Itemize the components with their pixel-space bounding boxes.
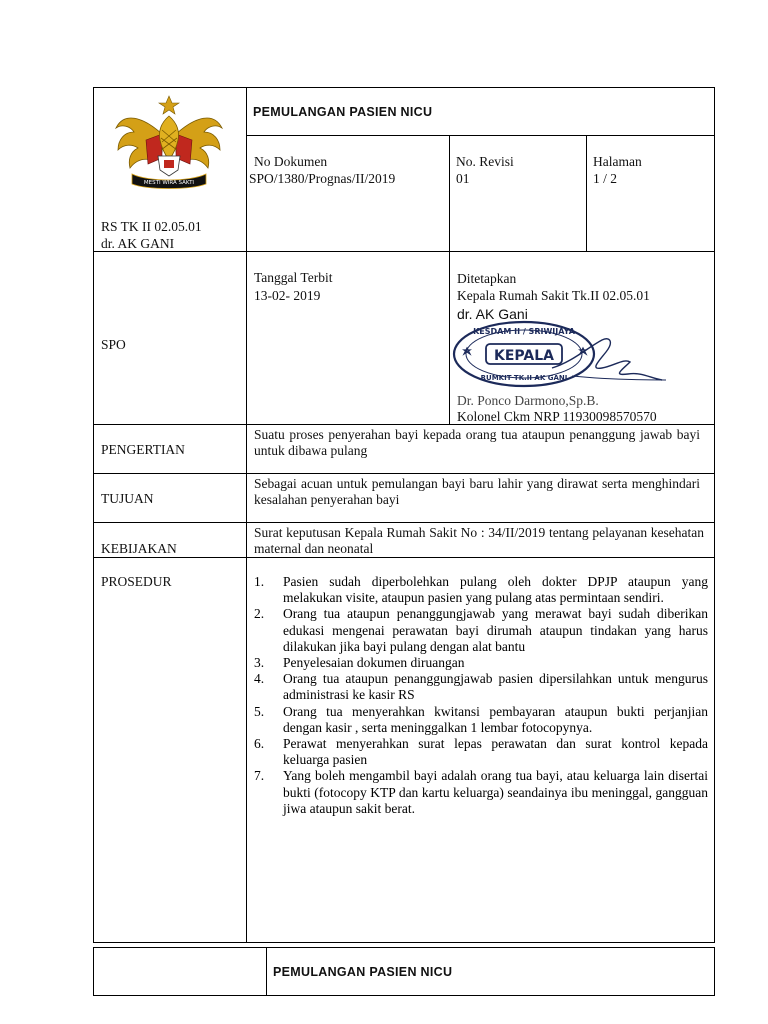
no-revisi-label: No. Revisi (456, 154, 514, 169)
footer-document-title: PEMULANGAN PASIEN NICU (273, 965, 453, 979)
halaman-value: 1 / 2 (593, 171, 618, 186)
list-item: 4. Orang tua ataupun penanggungjawab pasien dipersilahkan untuk mengurus administrasi ke kasir RS (254, 671, 708, 703)
list-item: 6. Perawat menyerahkan surat lepas perawatan dan surat kontrol kepada keluarga pasien (254, 736, 708, 768)
signatory-rank: Kolonel Ckm NRP 11930098570570 (457, 409, 657, 424)
hospital-name-line-2: dr. AK GANI (101, 236, 175, 251)
tanggal-terbit-label: Tanggal Terbit (254, 270, 333, 285)
document-title: PEMULANGAN PASIEN NICU (253, 105, 433, 119)
halaman-label: Halaman (593, 154, 642, 169)
no-dokumen-label: No Dokumen (254, 154, 328, 169)
stamp-icon (452, 318, 672, 398)
pengertian-text: Suatu proses penyerahan bayi kepada orang tua ataupun penanggung jawab bayi untuk dibawa pulang (254, 427, 700, 458)
list-item: 1. Pasien sudah diperbolehkan pulang oleh dokter DPJP ataupun yang melakukan visite, ataupun pasien yang pulang atas permintaan sendiri. (254, 574, 708, 606)
spo-label: SPO (101, 337, 126, 352)
prosedur-list (254, 574, 708, 817)
kebijakan-label: KEBIJAKAN (101, 541, 177, 556)
official-stamp (452, 318, 672, 398)
signatory-name: Dr. Ponco Darmono,Sp.B. (457, 393, 599, 408)
hospital-name-line-1: RS TK II 02.05.01 (101, 219, 202, 234)
list-item: 5. Orang tua menyerahkan kwitansi pembayaran ataupun bukti perjanjian dengan kasir , serta meninggalkan 1 lembar fotocopynya. (254, 703, 708, 735)
stamp-center-text: KEPALA (494, 348, 554, 364)
kebijakan-text: Surat keputusan Kepala Rumah Sakit No : 34/II/2019 tentang pelayanan kesehatan maternal dan neonatal (254, 525, 704, 556)
tujuan-label: TUJUAN (101, 491, 154, 506)
stamp-bottom-text: RUMKIT TK.II AK GANI (480, 374, 568, 382)
hospital-emblem (112, 94, 226, 194)
no-revisi-value: 01 (456, 171, 470, 186)
ditetapkan-label: Ditetapkan (457, 271, 517, 286)
stamp-top-text: KESDAM II / SRIWIJAYA (473, 327, 575, 336)
emblem-icon (112, 94, 226, 194)
no-dokumen-value: SPO/1380/Prognas/II/2019 (249, 171, 396, 186)
jabatan-text: Kepala Rumah Sakit Tk.II 02.05.01 (457, 288, 650, 303)
tujuan-text: Sebagai acuan untuk pemulangan bayi baru lahir yang dirawat serta menghindari kesalahan penyerahan bayi (254, 476, 700, 507)
prosedur-label: PROSEDUR (101, 574, 172, 589)
list-item: 3. Penyelesaian dokumen diruangan (254, 655, 465, 671)
tanggal-terbit-value: 13-02- 2019 (254, 288, 321, 303)
list-item: 2. Orang tua ataupun penanggungjawab yang merawat bayi sudah diberikan edukasi mengenai perawatan bayi dirumah ataupun tindakan yang harus dilakukan jika bayi pulang dengan alat bantu (254, 606, 708, 654)
pengertian-label: PENGERTIAN (101, 442, 185, 457)
emblem-motto: MESTI WIRA SAKTI (143, 180, 195, 186)
list-item: 7. Yang boleh mengambil bayi adalah orang tua bayi, atau keluarga lain disertai bukti (fotocopy KTP dan kartu keluarga) seandainya ibu meninggal, gangguan jiwa ataupun sakit berat. (254, 768, 708, 816)
rs-name-text: dr. AK Gani (457, 306, 528, 322)
